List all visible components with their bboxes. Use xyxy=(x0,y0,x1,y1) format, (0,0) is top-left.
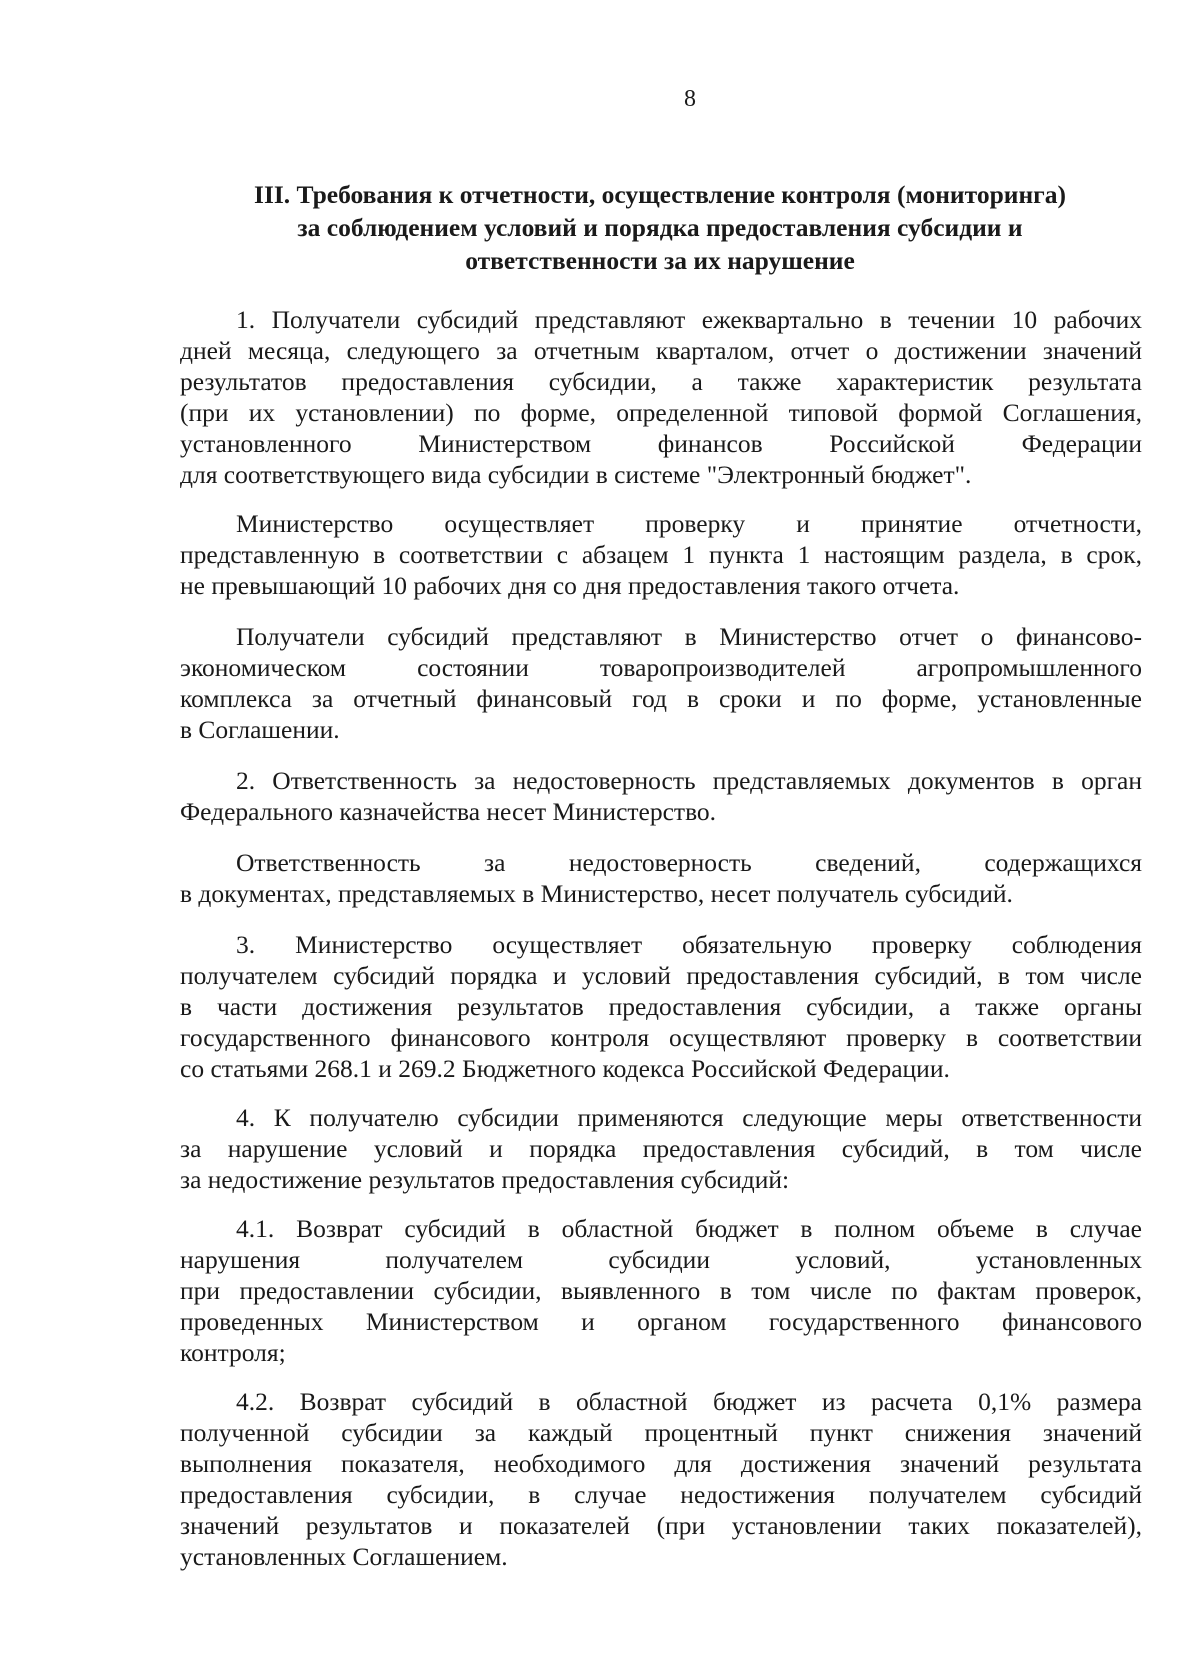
text-line: Федерального казначейства несет Министерство. xyxy=(180,797,717,826)
text-line: получателем субсидий порядка и условий предоставления субсидий, в том числе xyxy=(180,961,1142,990)
text-line: 3. Министерство осуществляет обязательную проверку соблюдения xyxy=(236,930,1142,959)
text-line: (при их установлении) по форме, определенной типовой формой Соглашения, xyxy=(180,398,1142,427)
text-line: выполнения показателя, необходимого для достижения значений результата xyxy=(180,1449,1142,1478)
text-line: проведенных Министерством и органом государственного финансового xyxy=(180,1307,1142,1336)
text-line: Получатели субсидий представляют в Министерство отчет о финансово- xyxy=(236,622,1142,651)
text-line: за недостижение результатов предоставления субсидий: xyxy=(180,1165,790,1194)
text-line: экономическом состоянии товаропроизводителей агропромышленного xyxy=(180,653,1142,682)
heading-line: III. Требования к отчетности, осуществление контроля (мониторинга) xyxy=(254,180,1066,209)
text-line: 2. Ответственность за недостоверность представляемых документов в орган xyxy=(236,766,1142,795)
text-line: 4.2. Возврат субсидий в областной бюджет из расчета 0,1% размера xyxy=(236,1387,1142,1416)
text-line: значений результатов и показателей (при установлении таких показателей), xyxy=(180,1511,1142,1540)
text-line: предоставления субсидии, в случае недостижения получателем субсидий xyxy=(180,1480,1142,1509)
text-line: за нарушение условий и порядка предоставления субсидий, в том числе xyxy=(180,1134,1142,1163)
text-line: со статьями 268.1 и 269.2 Бюджетного кодекса Российской Федерации. xyxy=(180,1054,950,1083)
text-line: комплекса за отчетный финансовый год в сроки и по форме, установленные xyxy=(180,684,1142,713)
paragraph-1 xyxy=(180,304,1142,490)
heading-line: за соблюдением условий и порядка предоставления субсидии и xyxy=(297,213,1023,242)
text-line: полученной субсидии за каждый процентный пункт снижения значений xyxy=(180,1418,1142,1447)
text-line: результатов предоставления субсидии, а также характеристик результата xyxy=(180,367,1142,396)
document-body xyxy=(180,304,1142,1572)
text-line: 1. Получатели субсидий представляют ежеквартально в течении 10 рабочих xyxy=(236,305,1142,334)
paragraph-4 xyxy=(180,765,1142,827)
paragraph-3 xyxy=(180,621,1142,745)
text-line: контроля; xyxy=(180,1338,286,1367)
text-line: не превышающий 10 рабочих дня со дня предоставления такого отчета. xyxy=(180,571,960,600)
paragraph-5 xyxy=(180,847,1142,909)
text-line: в части достижения результатов предоставления субсидии, а также органы xyxy=(180,992,1142,1021)
paragraph-9 xyxy=(180,1386,1142,1572)
text-line: Министерство осуществляет проверку и принятие отчетности, xyxy=(236,509,1142,538)
page-number: 8 xyxy=(684,86,696,112)
text-line: 4.1. Возврат субсидий в областной бюджет в полном объеме в случае xyxy=(236,1214,1142,1243)
text-line: государственного финансового контроля осуществляют проверку в соответствии xyxy=(180,1023,1142,1052)
text-line: для соответствующего вида субсидии в системе "Электронный бюджет". xyxy=(180,460,972,489)
heading-line: ответственности за их нарушение xyxy=(465,246,855,275)
text-line: при предоставлении субсидии, выявленного в том числе по фактам проверок, xyxy=(180,1276,1142,1305)
text-line: установленного Министерством финансов Российской Федерации xyxy=(180,429,1142,458)
text-line: нарушения получателем субсидии условий, установленных xyxy=(180,1245,1142,1274)
text-line: Ответственность за недостоверность сведений, содержащихся xyxy=(236,848,1142,877)
paragraph-6 xyxy=(180,929,1142,1084)
text-line: установленных Соглашением. xyxy=(180,1542,508,1571)
text-line: 4. К получателю субсидии применяются следующие меры ответственности xyxy=(236,1103,1142,1132)
text-line: в документах, представляемых в Министерство, несет получатель субсидий. xyxy=(180,879,1013,908)
paragraph-2 xyxy=(180,508,1142,601)
text-line: дней месяца, следующего за отчетным кварталом, отчет о достижении значений xyxy=(180,336,1142,365)
paragraph-7 xyxy=(180,1102,1142,1195)
text-line: представленную в соответствии с абзацем 1 пункта 1 настоящим раздела, в срок, xyxy=(180,540,1142,569)
paragraph-8 xyxy=(180,1213,1142,1368)
text-line: в Соглашении. xyxy=(180,715,340,744)
section-heading xyxy=(180,178,1140,277)
